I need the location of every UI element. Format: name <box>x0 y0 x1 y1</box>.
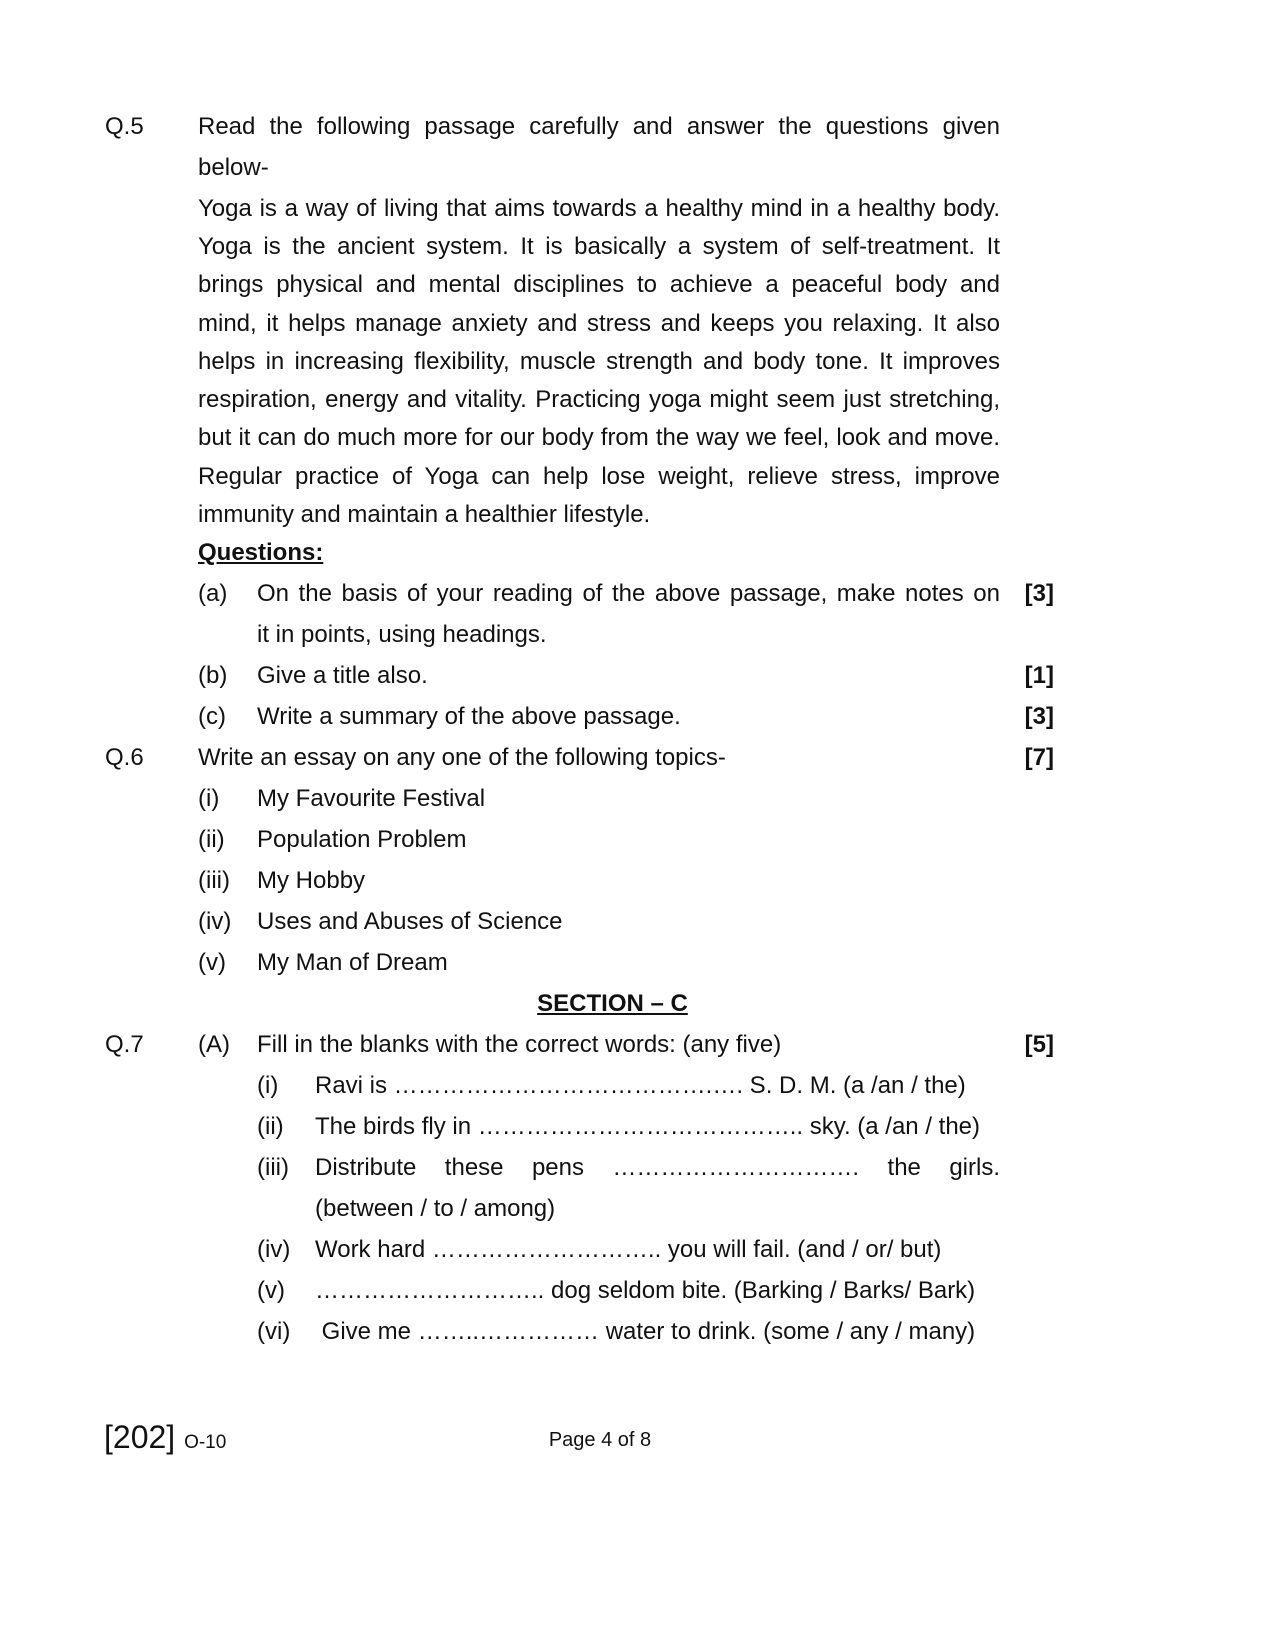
question-label: (b) <box>198 662 228 689</box>
item-text: Give me ……..…………… water to drink. (some / any / many) <box>315 1318 976 1345</box>
topic-text: My Man of Dream <box>257 949 448 976</box>
marks: [3] <box>1024 580 1054 607</box>
question-label: (c) <box>198 703 226 730</box>
q5-intro-line2: below- <box>198 154 269 181</box>
paper-code-suffix: O-10 <box>184 1432 227 1453</box>
topic-label: (v) <box>198 949 226 976</box>
item-label: (ii) <box>257 1113 284 1140</box>
section-title: SECTION – C <box>537 990 688 1017</box>
passage-line: Regular practice of Yoga can help lose weight, relieve stress, improve <box>198 463 1000 490</box>
topic-text: My Hobby <box>257 867 366 894</box>
q7-number: Q.7 <box>105 1031 144 1058</box>
topic-label: (i) <box>198 785 220 812</box>
q5-intro-line1: Read the following passage carefully and answer the questions given <box>198 113 1000 140</box>
topic-label: (iii) <box>198 867 230 894</box>
item-text: (between / to / among) <box>315 1195 556 1222</box>
item-label: (vi) <box>257 1318 291 1345</box>
page-number: Page 4 of 8 <box>548 1429 652 1451</box>
topic-text: Population Problem <box>257 826 467 853</box>
q6-text: Write an essay on any one of the following topics- <box>198 744 726 771</box>
q7-part-label: (A) <box>198 1031 230 1058</box>
topic-text: My Favourite Festival <box>257 785 486 812</box>
passage-line: brings physical and mental disciplines to achieve a peaceful body and <box>198 271 1000 298</box>
item-text: Work hard ……………………….. you will fail. (and / or/ but) <box>315 1236 942 1263</box>
passage-line: Yoga is the ancient system. It is basically a system of self-treatment. It <box>198 233 1000 260</box>
passage-line: immunity and maintain a healthier lifestyle. <box>198 501 651 528</box>
passage-line: helps in increasing flexibility, muscle strength and body tone. It improves <box>198 348 1000 375</box>
marks: [1] <box>1024 662 1054 689</box>
q6-number: Q.6 <box>105 744 144 771</box>
topic-text: Uses and Abuses of Science <box>257 908 563 935</box>
question-text: On the basis of your reading of the above passage, make notes on <box>257 580 1000 607</box>
marks: [7] <box>1024 744 1054 771</box>
question-label: (a) <box>198 580 228 607</box>
marks: [5] <box>1024 1031 1054 1058</box>
passage-line: mind, it helps manage anxiety and stress and keeps you relaxing. It also <box>198 310 1000 337</box>
item-label: (v) <box>257 1277 285 1304</box>
item-text: Distribute these pens …………………………. the girls. <box>315 1154 1000 1181</box>
item-label: (iv) <box>257 1236 291 1263</box>
passage-line: but it can do much more for our body from the way we feel, look and move. <box>198 424 1000 451</box>
q7-part-text: Fill in the blanks with the correct words: (any five) <box>257 1031 782 1058</box>
question-text: Write a summary of the above passage. <box>257 703 681 730</box>
item-text: Ravi is ………………………………….…. S. D. M. (a /an / the) <box>315 1072 966 1099</box>
q5-number: Q.5 <box>105 113 144 140</box>
paper-code-number: [202] <box>104 1419 176 1455</box>
question-text: it in points, using headings. <box>257 621 547 648</box>
question-text: Give a title also. <box>257 662 428 689</box>
item-text: The birds fly in ………………………………….. sky. (a /an / the) <box>315 1113 981 1140</box>
item-label: (i) <box>257 1072 279 1099</box>
marks: [3] <box>1024 703 1054 730</box>
questions-heading: Questions: <box>198 539 324 566</box>
item-text: ……………………….. dog seldom bite. (Barking / Barks/ Bark) <box>315 1277 976 1304</box>
passage-line: respiration, energy and vitality. Practicing yoga might seem just stretching, <box>198 386 1000 413</box>
passage-line: Yoga is a way of living that aims towards a healthy mind in a healthy body. <box>198 195 1000 222</box>
item-label: (iii) <box>257 1154 289 1181</box>
topic-label: (ii) <box>198 826 225 853</box>
topic-label: (iv) <box>198 908 232 935</box>
